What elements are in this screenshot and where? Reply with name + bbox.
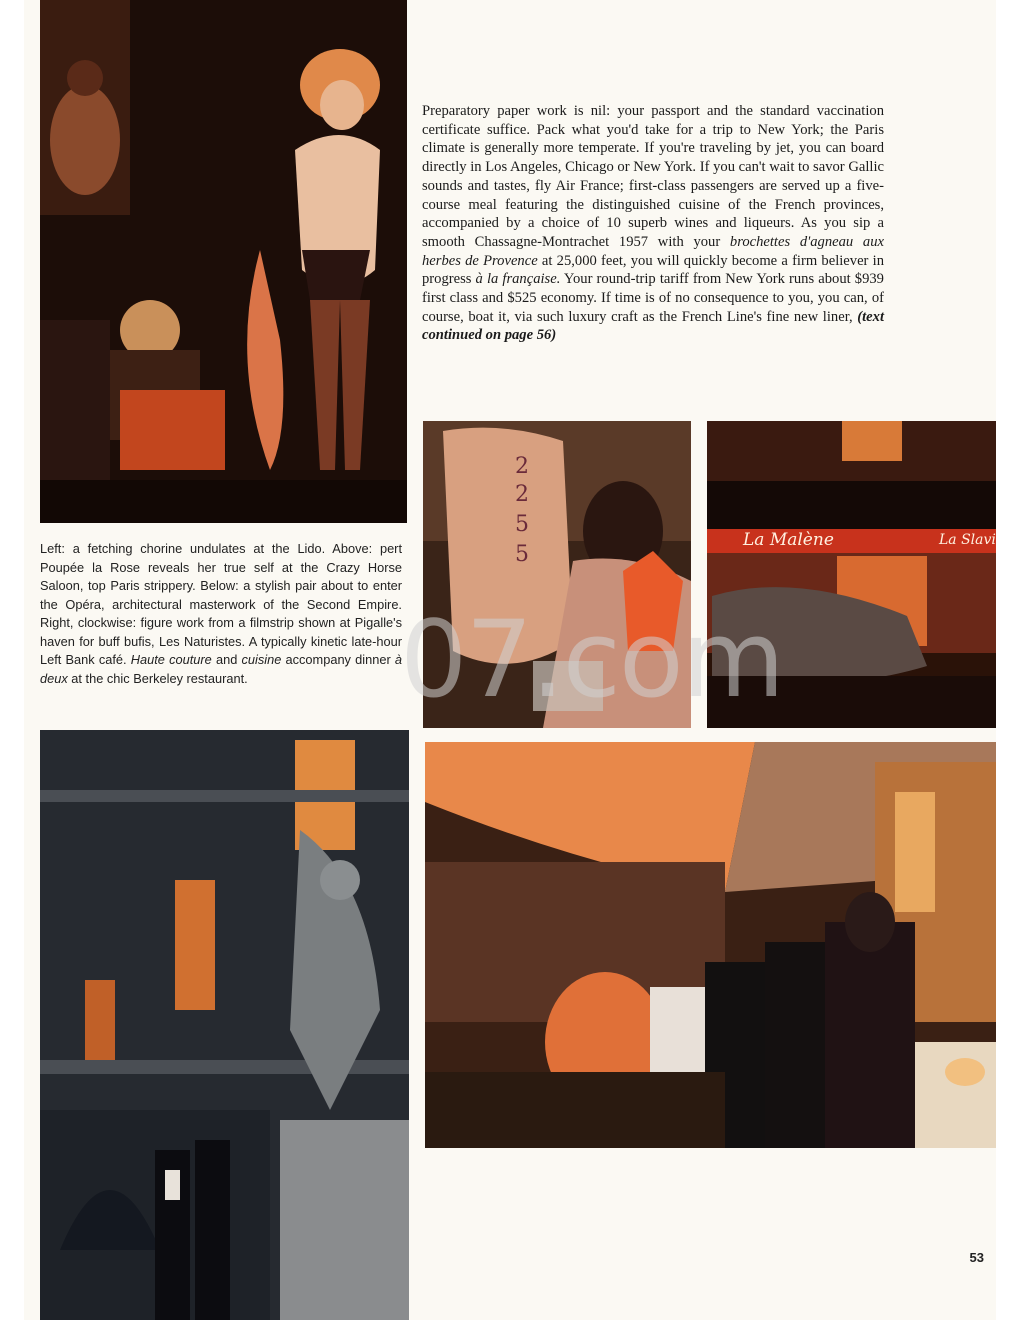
cafe-sign-right: La Slavi: [939, 532, 996, 548]
article-text-2: at 25,000 feet, you will quickly become a firm believer in progress: [422, 252, 884, 288]
page-number: 53: [969, 1250, 984, 1265]
continued-on-page: (text continued on page 56): [422, 308, 884, 344]
cafe-sign-left: La Malène: [743, 530, 834, 550]
article-text-3: Your round-trip tariff from New York runs about $939 first class and $525 economy. If time is of no consequence to you, you can, of course, boat it, via such luxury craft as the French Line's fine new liner,: [422, 271, 884, 325]
article-italic-dish: brochettes d'agneau aux herbes de Provence: [422, 233, 884, 269]
photo-lido-chorine: [40, 0, 407, 523]
caption-italic-1: Haute couture: [130, 652, 212, 667]
caption-text-1: Left: a fetching chorine undulates at the Lido. Above: pert Poupée la Rose reveals her true self at the Crazy Horse Saloon, top Paris strippery. Below: a stylish pair about to enter the Opéra, architectural masterwork of the Second Empire. Right, clockwise: figure work from a filmstrip shown at Pigalle's haven for buff bufis, Les Naturistes. A typically kinetic late-hour Left Bank café.: [40, 541, 402, 667]
photo-left-bank-cafe: [707, 421, 996, 728]
article-italic-phrase: à la française.: [475, 271, 561, 288]
photo-berkeley-restaurant: [425, 742, 996, 1148]
svg-text:5: 5: [515, 542, 529, 567]
caption-italic-2: cuisine: [241, 652, 282, 667]
photo-caption: [40, 540, 402, 688]
watermark: 07.com: [400, 598, 783, 721]
caption-text-4: at the chic Berkeley restaurant.: [67, 670, 248, 686]
photo-opera-facade: [40, 730, 409, 1320]
svg-text:2: 2: [515, 482, 529, 507]
svg-text:5: 5: [515, 512, 529, 537]
photo-filmstrip-figure: [423, 421, 691, 728]
svg-text:2: 2: [515, 454, 529, 479]
caption-text-3: accompany dinner: [281, 652, 395, 667]
caption-italic-3: à deux: [40, 652, 402, 686]
caption-text-2: and: [211, 652, 242, 667]
article-body: [422, 102, 884, 345]
article-text-1: Preparatory paper work is nil: your passport and the standard vaccination certificate suffice. Pack what you'd take for a trip to New York; the Paris climate is generally more temperate. If you're traveling by jet, you can board directly in Los Angeles, Chicago or New York. If you can't wait to savor Gallic sounds and tastes, fly Air France; first-class passengers are served up a five-course meal featuring the distinguished cuisine of the French provinces, accompanied by a choice of 10 superb wines and liqueurs. As you sip a smooth Chassagne-Montrachet 1957 with your: [422, 103, 884, 250]
